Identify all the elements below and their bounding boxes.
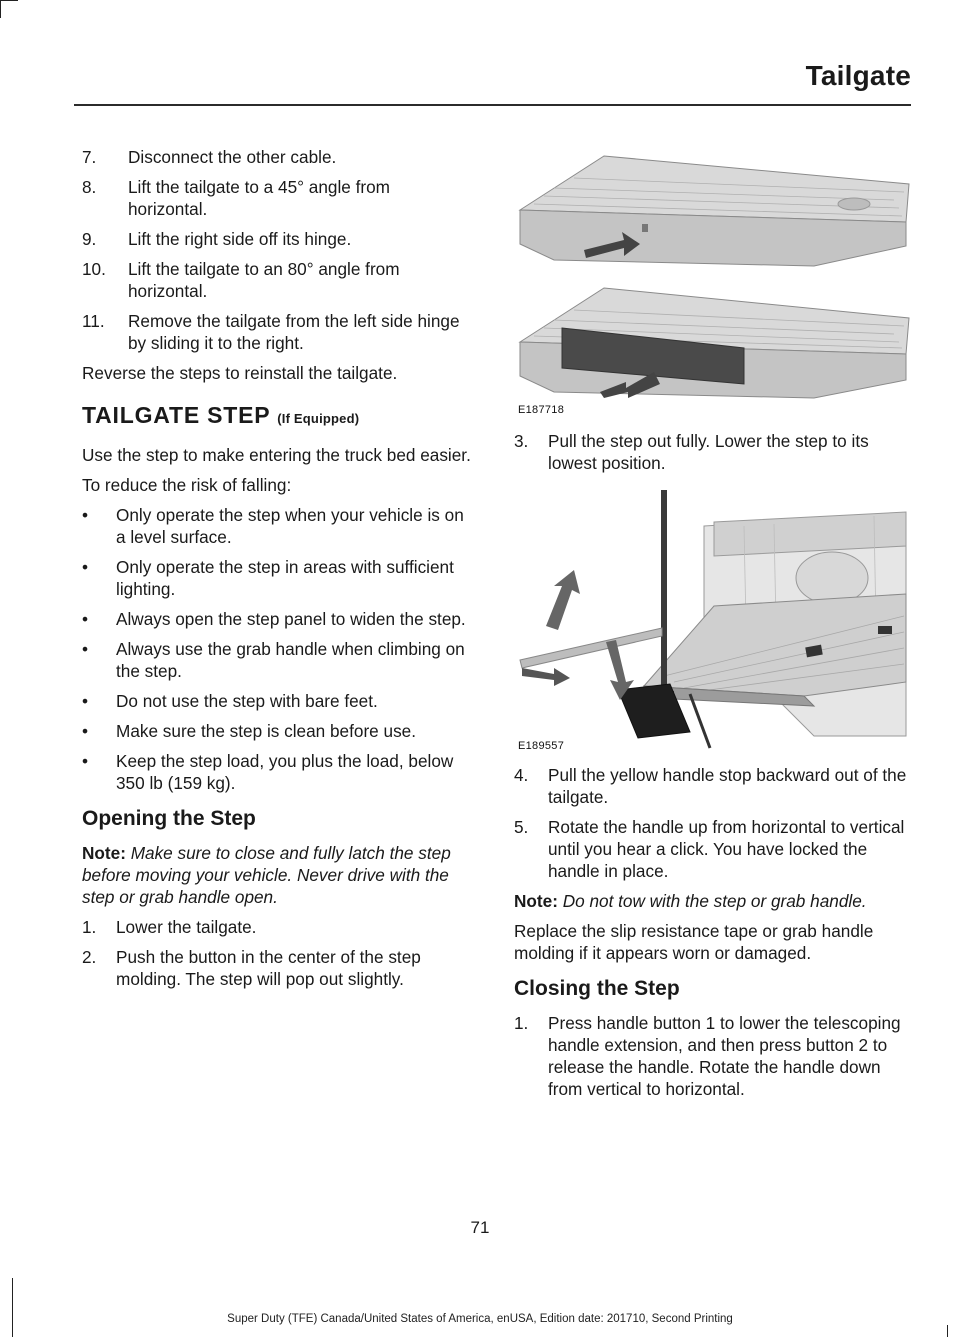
step-text: Push the button in the center of the step molding. The step will pop out slightly. [116, 947, 421, 989]
bullet-glyph: • [82, 557, 89, 577]
list-item [82, 916, 474, 938]
risk-lead: To reduce the risk of falling: [82, 475, 292, 495]
step-number: 4. [514, 765, 529, 785]
bullet-glyph: • [82, 691, 89, 711]
figure-tailgate-step-popout [514, 148, 911, 420]
step-number: 9. [82, 229, 97, 249]
closing-heading: Closing the Step [514, 977, 680, 1000]
list-item [82, 750, 474, 794]
step-number: 2. [82, 947, 97, 967]
step-number: 1. [82, 917, 97, 937]
step-text: Lift the tailgate to an 80° angle from horizontal. [128, 259, 400, 301]
page-number: 71 [470, 1218, 490, 1237]
list-item [82, 720, 474, 742]
step-number: 8. [82, 177, 97, 197]
note-text: Make sure to close and fully latch the step before moving your vehicle. Never drive with the step or grab handle open. [82, 843, 451, 907]
list-item [82, 228, 474, 250]
crop-mark [947, 1325, 948, 1337]
step-text: Pull the yellow handle stop backward out of the tailgate. [548, 765, 907, 807]
bullet-text: Keep the step load, you plus the load, below 350 lb (159 kg). [116, 751, 454, 793]
step-list-b [514, 764, 910, 882]
list-item [82, 608, 474, 630]
step-text: Disconnect the other cable. [128, 147, 337, 167]
bullet-text: Always use the grab handle when climbing on the step. [116, 639, 465, 681]
step-number: 1. [514, 1013, 529, 1033]
list-item [514, 430, 910, 474]
bullet-glyph: • [82, 505, 89, 525]
crop-mark [12, 1278, 13, 1337]
list-item [82, 258, 474, 302]
bullet-glyph: • [82, 751, 89, 771]
list-item [82, 946, 474, 990]
page-header [0, 60, 911, 92]
step-text: Rotate the handle up from horizontal to vertical until you hear a click. You have locked the handle in place. [548, 817, 905, 881]
page-footer: Super Duty (TFE) Canada/United States of America, enUSA, Edition date: 201710, Second Printing [227, 1313, 733, 1325]
page-title: Tailgate [805, 60, 911, 91]
step-text: Lift the tailgate to a 45° angle from horizontal. [128, 177, 390, 219]
risk-bullets [82, 504, 474, 794]
step-number: 3. [514, 431, 529, 451]
section-heading [82, 404, 474, 430]
list-item [82, 556, 474, 600]
list-item [82, 146, 474, 168]
crop-mark [0, 0, 18, 1]
figure-step-grab-handle [514, 486, 911, 754]
step-number: 5. [514, 817, 529, 837]
list-item [82, 690, 474, 712]
tow-note [514, 890, 910, 912]
closing-steps [514, 1012, 910, 1100]
note-label: Note: [82, 843, 126, 863]
removal-steps [82, 146, 474, 354]
section-title: TAILGATE STEP [82, 402, 271, 428]
step-list-a [514, 430, 910, 474]
list-item [82, 176, 474, 220]
list-item [514, 816, 910, 882]
step-number: 11. [82, 311, 105, 331]
list-item [514, 1012, 910, 1100]
crop-mark [0, 0, 1, 18]
bullet-text: Only operate the step in areas with sufficient lighting. [116, 557, 454, 599]
step-text: Lower the tailgate. [116, 917, 257, 937]
step-text: Pull the step out fully. Lower the step to its lowest position. [548, 431, 869, 473]
step-handle-illustration [514, 486, 911, 754]
tailgate-illustration [514, 148, 911, 420]
list-item [514, 764, 910, 808]
step-number: 10. [82, 259, 106, 279]
step-text: Lift the right side off its hinge. [128, 229, 352, 249]
bullet-text: Do not use the step with bare feet. [116, 691, 378, 711]
intro-text: Use the step to make entering the truck bed easier. [82, 445, 471, 465]
right-column-upper [514, 430, 910, 482]
bullet-glyph: • [82, 639, 89, 659]
right-column-lower [514, 764, 910, 1108]
figure-code: E189557 [518, 740, 565, 752]
step-text: Remove the tailgate from the left side hinge by sliding it to the right. [128, 311, 460, 353]
bullet-glyph: • [82, 721, 89, 741]
list-item [82, 310, 474, 354]
section-qualifier: (If Equipped) [277, 411, 360, 426]
reverse-text: Reverse the steps to reinstall the tailgate. [82, 363, 398, 383]
bullet-glyph: • [82, 609, 89, 629]
note-text: Do not tow with the step or grab handle. [562, 891, 867, 911]
opening-note [82, 842, 474, 908]
bullet-text: Always open the step panel to widen the step. [116, 609, 466, 629]
left-column [82, 146, 474, 998]
list-item [82, 638, 474, 682]
step-number: 7. [82, 147, 97, 167]
bullet-text: Only operate the step when your vehicle is on a level surface. [116, 505, 464, 547]
step-text: Press handle button 1 to lower the telescoping handle extension, and then press button 2 to release the handle. Rotate the handle down from vertical to horizontal. [548, 1013, 901, 1099]
list-item [82, 504, 474, 548]
note-label: Note: [514, 891, 558, 911]
bullet-text: Make sure the step is clean before use. [116, 721, 416, 741]
header-rule [74, 104, 911, 106]
opening-steps [82, 916, 474, 990]
replace-text: Replace the slip resistance tape or grab handle molding if it appears worn or damaged. [514, 921, 874, 963]
figure-code: E187718 [518, 404, 565, 416]
opening-heading: Opening the Step [82, 807, 256, 830]
